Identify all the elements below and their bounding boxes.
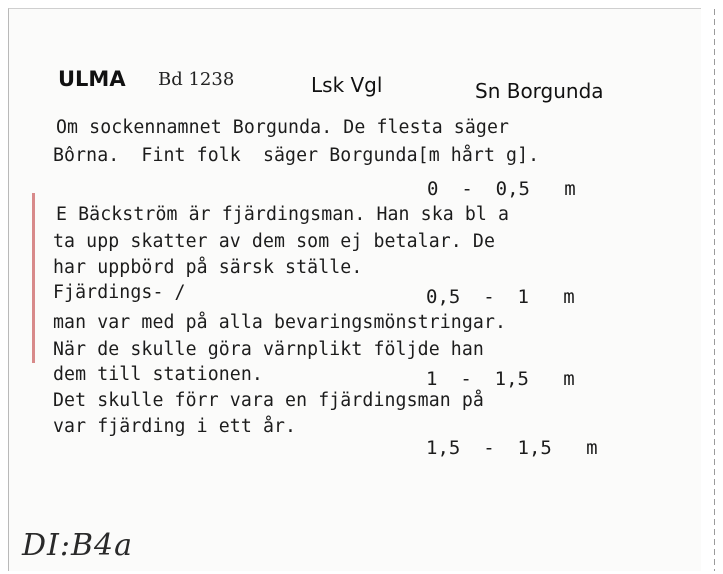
text-line: Bôrna. Fint folk säger Borgunda[m hårt g]. — [53, 145, 540, 166]
text-line: När de skulle göra värnplikt följde han — [53, 339, 484, 360]
text-line: har uppbörd på särsk ställe. — [53, 257, 363, 278]
text-line: man var med på alla bevaringsmönstringar. — [53, 312, 507, 333]
timestamp: 0 - 0,5 m — [427, 178, 576, 200]
archive-code-handwritten: DI:B4a — [22, 528, 134, 563]
timestamp: 0,5 - 1 m — [426, 286, 575, 308]
timestamp: 1,5 - 1,5 m — [426, 437, 598, 459]
margin-marker — [32, 193, 35, 363]
volume-number: Bd 1238 — [158, 69, 235, 90]
text-line: var fjärding i ett år. — [53, 416, 297, 437]
text-line: dem till stationen. — [53, 364, 263, 385]
landskap-label: Lsk Vgl — [311, 73, 383, 97]
socken-label: Sn Borgunda — [475, 79, 604, 103]
text-line: ta upp skatter av dem som ej betalar. De — [53, 231, 495, 252]
text-line: Fjärdings- / — [53, 282, 186, 303]
archive-name: ULMA — [58, 67, 126, 91]
text-line: Om sockennamnet Borgunda. De flesta säger — [56, 117, 510, 138]
text-line: Det skulle förr vara en fjärdingsman på — [53, 390, 484, 411]
timestamp: 1 - 1,5 m — [426, 368, 575, 390]
text-line: E Bäckström är fjärdingsman. Han ska bl a — [56, 204, 510, 225]
